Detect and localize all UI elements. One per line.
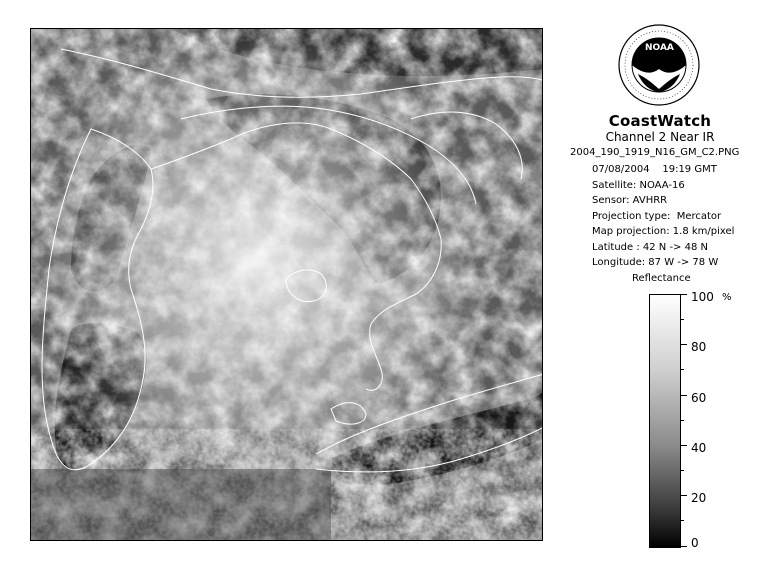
tick-mark-minor (681, 520, 684, 521)
lower-left-haze (31, 469, 331, 541)
tick-label-40: 40 (691, 441, 707, 455)
tick-label-80: 80 (691, 340, 707, 354)
metadata-block (592, 162, 734, 271)
legend-title: Reflectance (632, 273, 691, 284)
tick-mark-minor (681, 420, 684, 421)
projection-type-text: Projection type: Mercator (592, 210, 722, 222)
sensor-text: Sensor: AVHRR (592, 195, 668, 206)
satellite-image-canvas (31, 29, 543, 541)
satellite-image (30, 28, 543, 541)
reflectance-colorbar (649, 294, 681, 548)
tick-label-100: 100 (691, 290, 714, 304)
latitude-text: Latitude : 42 N -> 48 N (592, 241, 708, 253)
tick-mark-minor (681, 369, 684, 370)
tick-mark (681, 395, 687, 396)
tick-mark (681, 344, 687, 345)
colorbar-ticks (681, 290, 741, 550)
noaa-logo-text: NOAA (645, 43, 674, 53)
tick-mark (681, 495, 687, 496)
tick-mark (681, 445, 687, 446)
longitude-text: Longitude: 87 W -> 78 W (592, 257, 719, 268)
tick-label-60: 60 (691, 391, 707, 405)
datetime-text: 07/08/2004 19:19 GMT (592, 164, 717, 175)
tick-label-20: 20 (691, 491, 707, 505)
satellite-text: Satellite: NOAA-16 (592, 179, 685, 191)
map-projection-text: Map projection: 1.8 km/pixel (592, 226, 735, 237)
channel-subtitle: Channel 2 Near IR (605, 130, 715, 144)
tick-mark (681, 294, 687, 295)
page-title: CoastWatch (608, 112, 712, 130)
image-filename: 2004_190_1919_N16_GM_C2.PNG (570, 147, 740, 158)
tick-label-0: 0 (691, 536, 699, 550)
tick-mark-minor (681, 470, 684, 471)
legend-unit: % (722, 292, 732, 303)
noaa-logo-emblem (618, 24, 700, 106)
noaa-logo (618, 24, 700, 106)
tick-mark-minor (681, 319, 684, 320)
tick-mark (681, 546, 687, 547)
